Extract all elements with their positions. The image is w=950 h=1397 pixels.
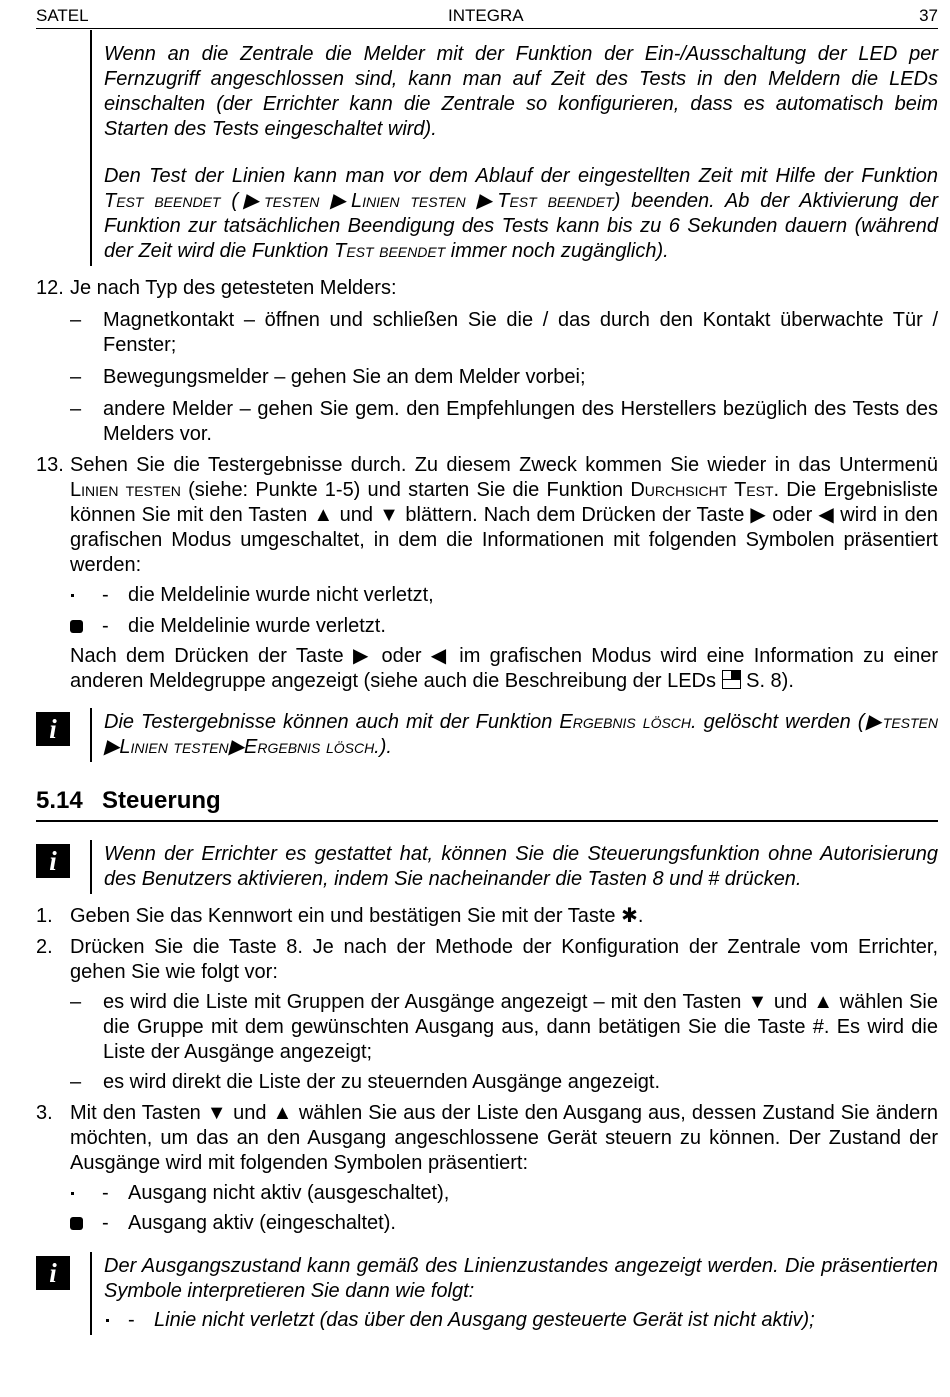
list-item: – andere Melder – gehen Sie gem. den Empfehlungen des Herstellers bezüglich des Tests des Melders vor. (70, 398, 938, 445)
symbol-row: - die Meldelinie wurde verletzt. (36, 614, 938, 639)
note-no-auth: i Wenn der Errichter es gestattet hat, können Sie die Steuerungsfunktion ohne Autorisierung des Benutzers aktivieren, indem Sie nacheinander die Tasten 8 und # drücken. (36, 842, 938, 892)
page-content (36, 42, 938, 1333)
note-bar (90, 708, 92, 762)
list-item: – es wird direkt die Liste der zu steuernden Ausgänge angezeigt. (70, 1071, 661, 1093)
note-output-state: i Der Ausgangszustand kann gemäß des Linienzustandes angezeigt werden. Die präsentierten Symbole interpretieren Sie dann wie folgt: - Linie nicht verletzt (das über den Ausgang gesteuerte Gerät ist nicht aktiv); (36, 1254, 938, 1333)
step-13-after: Nach dem Drücken der Taste ▶ oder ◀ im grafischen Modus wird eine Information zu einer anderen Meldegruppe angezeigt (siehe auch die Beschreibung der LEDs S. 8). (70, 645, 938, 692)
step-1: 1. Geben Sie das Kennwort ein und bestätigen Sie mit der Taste ✱. (36, 905, 644, 927)
step-2: 2. Drücken Sie die Taste 8. Je nach der Methode der Konfiguration der Zentrale vom Errichter, gehen Sie wie folgt vor: (36, 936, 938, 983)
list-item: – Magnetkontakt – öffnen und schließen Sie die / das durch den Kontakt überwachte Tür / Fenster; (70, 309, 938, 356)
note-paragraph: Wenn an die Zentrale die Melder mit der Funktion der Ein-/Ausschaltung der LED per Fernzugriff angeschlossen sind, kann man auf Zeit des Tests in den Meldern die LEDs einschalten (der Errichter kann die Zentrale so konfigurieren, dass es automatisch beim Starten des Tests eingeschaltet wird). (104, 43, 938, 140)
list-item: – es wird die Liste mit Gruppen der Ausgänge angezeigt – mit den Tasten ▼ und ▲ wählen Sie die Gruppe mit dem gewünschten Ausgang aus, dann betätigen Sie die Taste #. Es wird die Liste der Ausgänge angezeigt; (70, 991, 938, 1063)
step-3: 3. Mit den Tasten ▼ und ▲ wählen Sie aus der Liste den Ausgang aus, dessen Zustand Sie ändern möchten, um das an den Ausgang angeschlossene Gerät steuern zu können. Der Zustand der Ausgänge wird mit folgenden Symbolen präsentiert: (36, 1102, 938, 1174)
note-bar (90, 30, 92, 266)
step-13: 13. Sehen Sie die Testergebnisse durch. Zu diesem Zweck kommen Sie wieder in das Untermenü Linien testen (siehe: Punkte 1-5) und starten Sie die Funktion Durchsicht Test. Die Ergebnisliste können Sie mit den Tasten ▲ und ▼ blättern. Nach dem Drücken der Taste ▶ oder ◀ wird in den grafischen Modus umgeschaltet, in dem die Informationen mit folgenden Symbolen präsentiert werden: (36, 454, 938, 576)
symbol-row: - Ausgang aktiv (eingeschaltet). (36, 1211, 938, 1236)
block-symbol-icon (70, 1217, 83, 1230)
symbol-row: - Linie nicht verletzt (das über den Ausgang gesteuerte Gerät ist nicht aktiv); (104, 1308, 938, 1333)
note-bar (90, 1252, 92, 1335)
section-heading: 5.14 Steuerung (36, 786, 938, 822)
info-icon: i (36, 712, 70, 746)
info-icon: i (36, 844, 70, 878)
dot-symbol-icon (106, 1319, 109, 1322)
list-item: – Bewegungsmelder – gehen Sie an dem Melder vorbei; (70, 366, 586, 388)
dot-symbol-icon (71, 1192, 74, 1195)
dot-symbol-icon (71, 594, 74, 597)
led-icon (722, 670, 741, 689)
note-bar (90, 840, 92, 894)
step-12: 12. Je nach Typ des getesteten Melders: (36, 277, 397, 299)
header-brand: SATEL (36, 6, 89, 25)
note-paragraph: Den Test der Linien kann man vor dem Ablauf der eingestellten Zeit mit Hilfe der Funktion Test beendet (▶testen ▶Linien testen ▶Test beendet) beenden. Ab der Aktivierung der Funktion zur tatsächlichen Beendigung des Tests kann bis zu 6 Sekunden dauern (während der Zeit wird die Funktion Test beendet immer noch zugänglich). (104, 165, 939, 262)
page-header (36, 6, 938, 29)
symbol-row: - Ausgang nicht aktiv (ausgeschaltet), (36, 1181, 938, 1206)
block-symbol-icon (70, 620, 83, 633)
page-number: 37 (919, 6, 938, 25)
symbol-row: - die Meldelinie wurde nicht verletzt, (36, 583, 938, 608)
info-icon: i (36, 1256, 70, 1290)
note-clear-results: i Die Testergebnisse können auch mit der Funktion Ergebnis lösch. gelöscht werden (▶testen ▶Linien testen▶Ergebnis lösch.). (36, 710, 938, 760)
note-led-test (36, 42, 938, 264)
header-product: INTEGRA (448, 6, 524, 25)
